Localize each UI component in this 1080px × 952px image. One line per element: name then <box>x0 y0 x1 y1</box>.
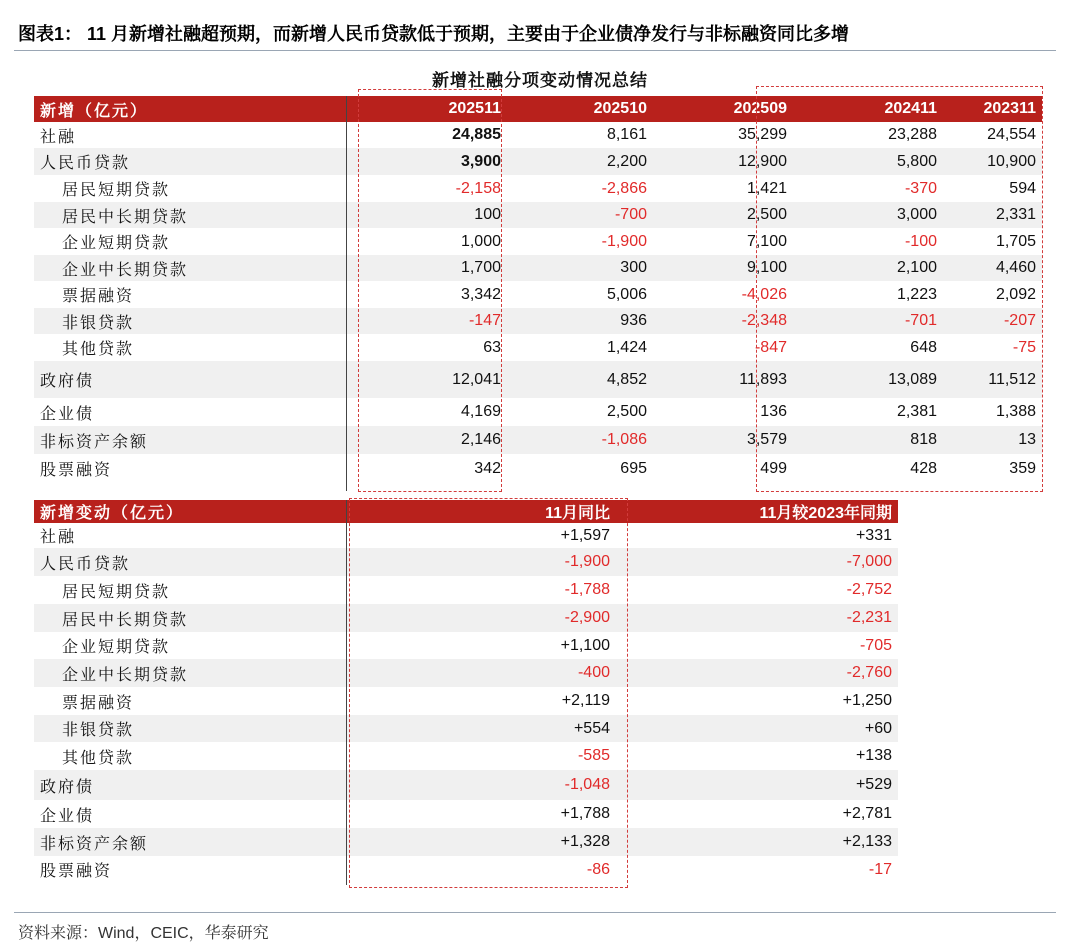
table1-cell: 2,146 <box>346 426 507 454</box>
table1-cell: 359 <box>1009 459 1036 477</box>
table1-cell: -75 <box>1012 338 1036 356</box>
table1-header-period: 202511 <box>346 96 507 122</box>
table2-row-label: 企业债 <box>40 807 95 825</box>
table1-row <box>34 175 1042 202</box>
table1-cell: 3,579 <box>653 426 793 454</box>
table1-cell: 12,041 <box>346 361 507 398</box>
table2-cell: +1,788 <box>560 805 610 822</box>
table1-header-row <box>34 96 1042 122</box>
table1-cell: 2,500 <box>653 202 793 228</box>
table1-cell: -370 <box>904 179 937 197</box>
table1-row <box>34 148 1042 175</box>
table1-header-period: 202510 <box>507 96 653 122</box>
table2-cell: -1,900 <box>346 548 616 576</box>
table1-cell: 4,460 <box>943 255 1042 281</box>
figure-title: 图表1： 11 月新增社融超预期，而新增人民币贷款低于预期，主要由于企业债净发行与非标融资同比多增 <box>18 24 850 44</box>
table1-row-label: 居民短期贷款 <box>62 182 171 199</box>
table1-row-label: 政府债 <box>34 361 346 398</box>
table2-row <box>34 659 898 687</box>
table2-cell: -1,788 <box>564 581 610 598</box>
table1-cell: -847 <box>754 338 787 356</box>
table2-cell: -585 <box>577 747 610 764</box>
table2-cell: +1,100 <box>560 636 610 654</box>
table1-cell: -207 <box>943 308 1042 334</box>
table1-cell: 100 <box>346 202 507 228</box>
table1-header-period: 202311 <box>943 96 1042 122</box>
table2-cell: -2,231 <box>616 604 898 632</box>
table1-cell: 818 <box>793 426 943 454</box>
table2-cell: +138 <box>855 747 892 764</box>
table2-header-row <box>34 500 898 523</box>
table1-cell: 1,000 <box>460 232 501 250</box>
table1-cell: -4,026 <box>741 285 787 303</box>
table1-cell: 2,500 <box>606 403 647 420</box>
table2-cell: -400 <box>346 659 616 687</box>
table1-cell: 13 <box>943 426 1042 454</box>
table1-row <box>34 122 1042 148</box>
table1-cell: 1,705 <box>995 232 1036 250</box>
table2-row <box>34 632 898 659</box>
table1-cell: 2,331 <box>943 202 1042 228</box>
table2-cell: +60 <box>616 715 898 742</box>
column-separator <box>346 500 347 885</box>
table1-cell: 2,100 <box>793 255 943 281</box>
table2-row-label: 企业短期贷款 <box>62 639 171 656</box>
table1-cell: -100 <box>904 232 937 250</box>
table1-row <box>34 334 1042 361</box>
table2-row-label: 居民短期贷款 <box>62 583 171 601</box>
table1-header-period: 202411 <box>793 96 943 122</box>
table1-row-label: 企业中长期贷款 <box>34 255 346 281</box>
table1-row-label: 人民币贷款 <box>34 148 346 175</box>
table2-row-label: 票据融资 <box>62 694 135 712</box>
table1-cell: 1,223 <box>896 285 937 303</box>
table2-cell: -7,000 <box>616 548 898 576</box>
table1-cell: 8,161 <box>606 126 647 143</box>
table2-row <box>34 548 898 576</box>
table1-cell: 342 <box>474 459 501 477</box>
table2-cell: -2,900 <box>346 604 616 632</box>
table2-header-period: 11月同比 <box>346 500 616 523</box>
table2-row <box>34 715 898 742</box>
table2-row <box>34 523 898 548</box>
table2-row <box>34 687 898 715</box>
summary-table-1 <box>34 96 1042 483</box>
table1-row <box>34 426 1042 454</box>
column-separator <box>346 96 347 491</box>
table1-cell: -2,158 <box>455 179 501 197</box>
top-rule <box>14 50 1056 51</box>
table2-row-label: 政府债 <box>34 770 346 800</box>
table1-cell: 300 <box>507 255 653 281</box>
table1-row-label: 居民中长期贷款 <box>34 202 346 228</box>
table1-cell: 594 <box>1009 179 1036 197</box>
table1-cell: 936 <box>507 308 653 334</box>
table1-cell: 4,852 <box>507 361 653 398</box>
summary-table-2 <box>34 500 898 883</box>
table1-cell: 695 <box>620 459 647 477</box>
table1-cell: -147 <box>346 308 507 334</box>
table1-cell: -1,086 <box>507 426 653 454</box>
table2-row-label: 非银贷款 <box>34 715 346 742</box>
table2-row <box>34 800 898 828</box>
table1-cell: -2,866 <box>601 179 647 197</box>
table1-header-label: 新增（亿元） <box>34 96 346 122</box>
bottom-rule <box>14 912 1056 913</box>
table1-row <box>34 255 1042 281</box>
table1-cell: 9,100 <box>653 255 793 281</box>
table1-row-label: 股票融资 <box>40 462 113 479</box>
table1-row <box>34 228 1042 255</box>
table1-cell: 428 <box>910 459 937 477</box>
table1-cell: 2,381 <box>896 403 937 420</box>
table2-cell: +2,119 <box>561 692 610 709</box>
table1-cell: 2,092 <box>995 285 1036 303</box>
table1-row-label: 非标资产余额 <box>34 426 346 454</box>
table2-cell: +1,250 <box>842 692 892 709</box>
table2-row-label: 企业中长期贷款 <box>34 659 346 687</box>
table2-row-label: 社融 <box>40 529 77 546</box>
table1-cell: 23,288 <box>888 126 937 143</box>
table2-cell: -705 <box>859 636 892 654</box>
table1-cell: 3,000 <box>793 202 943 228</box>
table2-cell: +331 <box>855 526 892 544</box>
table1-cell: 35,299 <box>738 126 787 143</box>
table2-row <box>34 828 898 856</box>
table1-row <box>34 281 1042 308</box>
table2-cell: +1,328 <box>346 828 616 856</box>
table2-row <box>34 604 898 632</box>
table1-row <box>34 308 1042 334</box>
table2-row-label: 非标资产余额 <box>34 828 346 856</box>
table1-cell: 63 <box>483 338 501 356</box>
table2-row <box>34 770 898 800</box>
table1-cell: 24,554 <box>987 126 1036 143</box>
table1-cell: 10,900 <box>943 148 1042 175</box>
table1-cell: 499 <box>760 459 787 477</box>
table1-cell: 136 <box>760 403 787 420</box>
table1-row-label: 企业短期贷款 <box>62 235 171 252</box>
table1-cell: 12,900 <box>653 148 793 175</box>
table1-cell: 2,200 <box>507 148 653 175</box>
table1-row <box>34 398 1042 426</box>
table2-row-label: 股票融资 <box>40 863 113 880</box>
table2-cell: -2,752 <box>846 581 892 598</box>
table2-row <box>34 742 898 770</box>
source-note: 资料来源：Wind，CEIC，华泰研究 <box>18 925 269 942</box>
table1-cell: 11,893 <box>653 361 793 398</box>
table1-cell: 648 <box>910 338 937 356</box>
table1-row <box>34 454 1042 483</box>
table2-cell: +2,781 <box>842 805 892 822</box>
table1-cell: 24,885 <box>452 126 501 143</box>
table1-cell: -1,900 <box>601 232 647 250</box>
table2-cell: -1,048 <box>346 770 616 800</box>
table-subtitle: 新增社融分项变动情况总结 <box>432 71 648 90</box>
table1-cell: 1,421 <box>746 179 787 197</box>
table2-cell: -86 <box>586 860 610 878</box>
table1-row-label: 企业债 <box>40 405 95 423</box>
table2-row-label: 其他贷款 <box>62 749 135 767</box>
table1-row-label: 票据融资 <box>62 288 135 305</box>
table1-row-label: 其他贷款 <box>62 341 135 358</box>
table1-cell: 13,089 <box>793 361 943 398</box>
table2-cell: +529 <box>616 770 898 800</box>
table1-cell: 7,100 <box>746 232 787 250</box>
table2-row-label: 人民币贷款 <box>34 548 346 576</box>
table1-cell: -701 <box>793 308 943 334</box>
table1-cell: -700 <box>507 202 653 228</box>
table2-row <box>34 576 898 604</box>
table1-cell: 4,169 <box>460 403 501 420</box>
table1-header-period: 202509 <box>653 96 793 122</box>
table1-cell: 5,006 <box>606 285 647 303</box>
table1-cell: -2,348 <box>653 308 793 334</box>
table2-row-label: 居民中长期贷款 <box>34 604 346 632</box>
table2-header-label: 新增变动（亿元） <box>34 500 346 523</box>
table1-cell: 1,424 <box>606 338 647 356</box>
table1-cell: 1,388 <box>995 403 1036 420</box>
table2-cell: -2,760 <box>616 659 898 687</box>
table2-cell: +554 <box>346 715 616 742</box>
table2-cell: +2,133 <box>616 828 898 856</box>
table1-row-label: 非银贷款 <box>34 308 346 334</box>
table1-cell: 3,342 <box>460 285 501 303</box>
table1-cell: 5,800 <box>793 148 943 175</box>
table1-cell: 11,512 <box>943 361 1042 398</box>
table2-header-period: 11月较2023年同期 <box>616 500 898 523</box>
table1-row-label: 社融 <box>40 128 77 146</box>
table2-cell: +1,597 <box>560 526 610 544</box>
table1-cell: 1,700 <box>346 255 507 281</box>
table1-cell: 3,900 <box>346 148 507 175</box>
table2-cell: -17 <box>868 860 892 878</box>
table1-row <box>34 202 1042 228</box>
table2-row <box>34 856 898 883</box>
table1-row <box>34 361 1042 398</box>
